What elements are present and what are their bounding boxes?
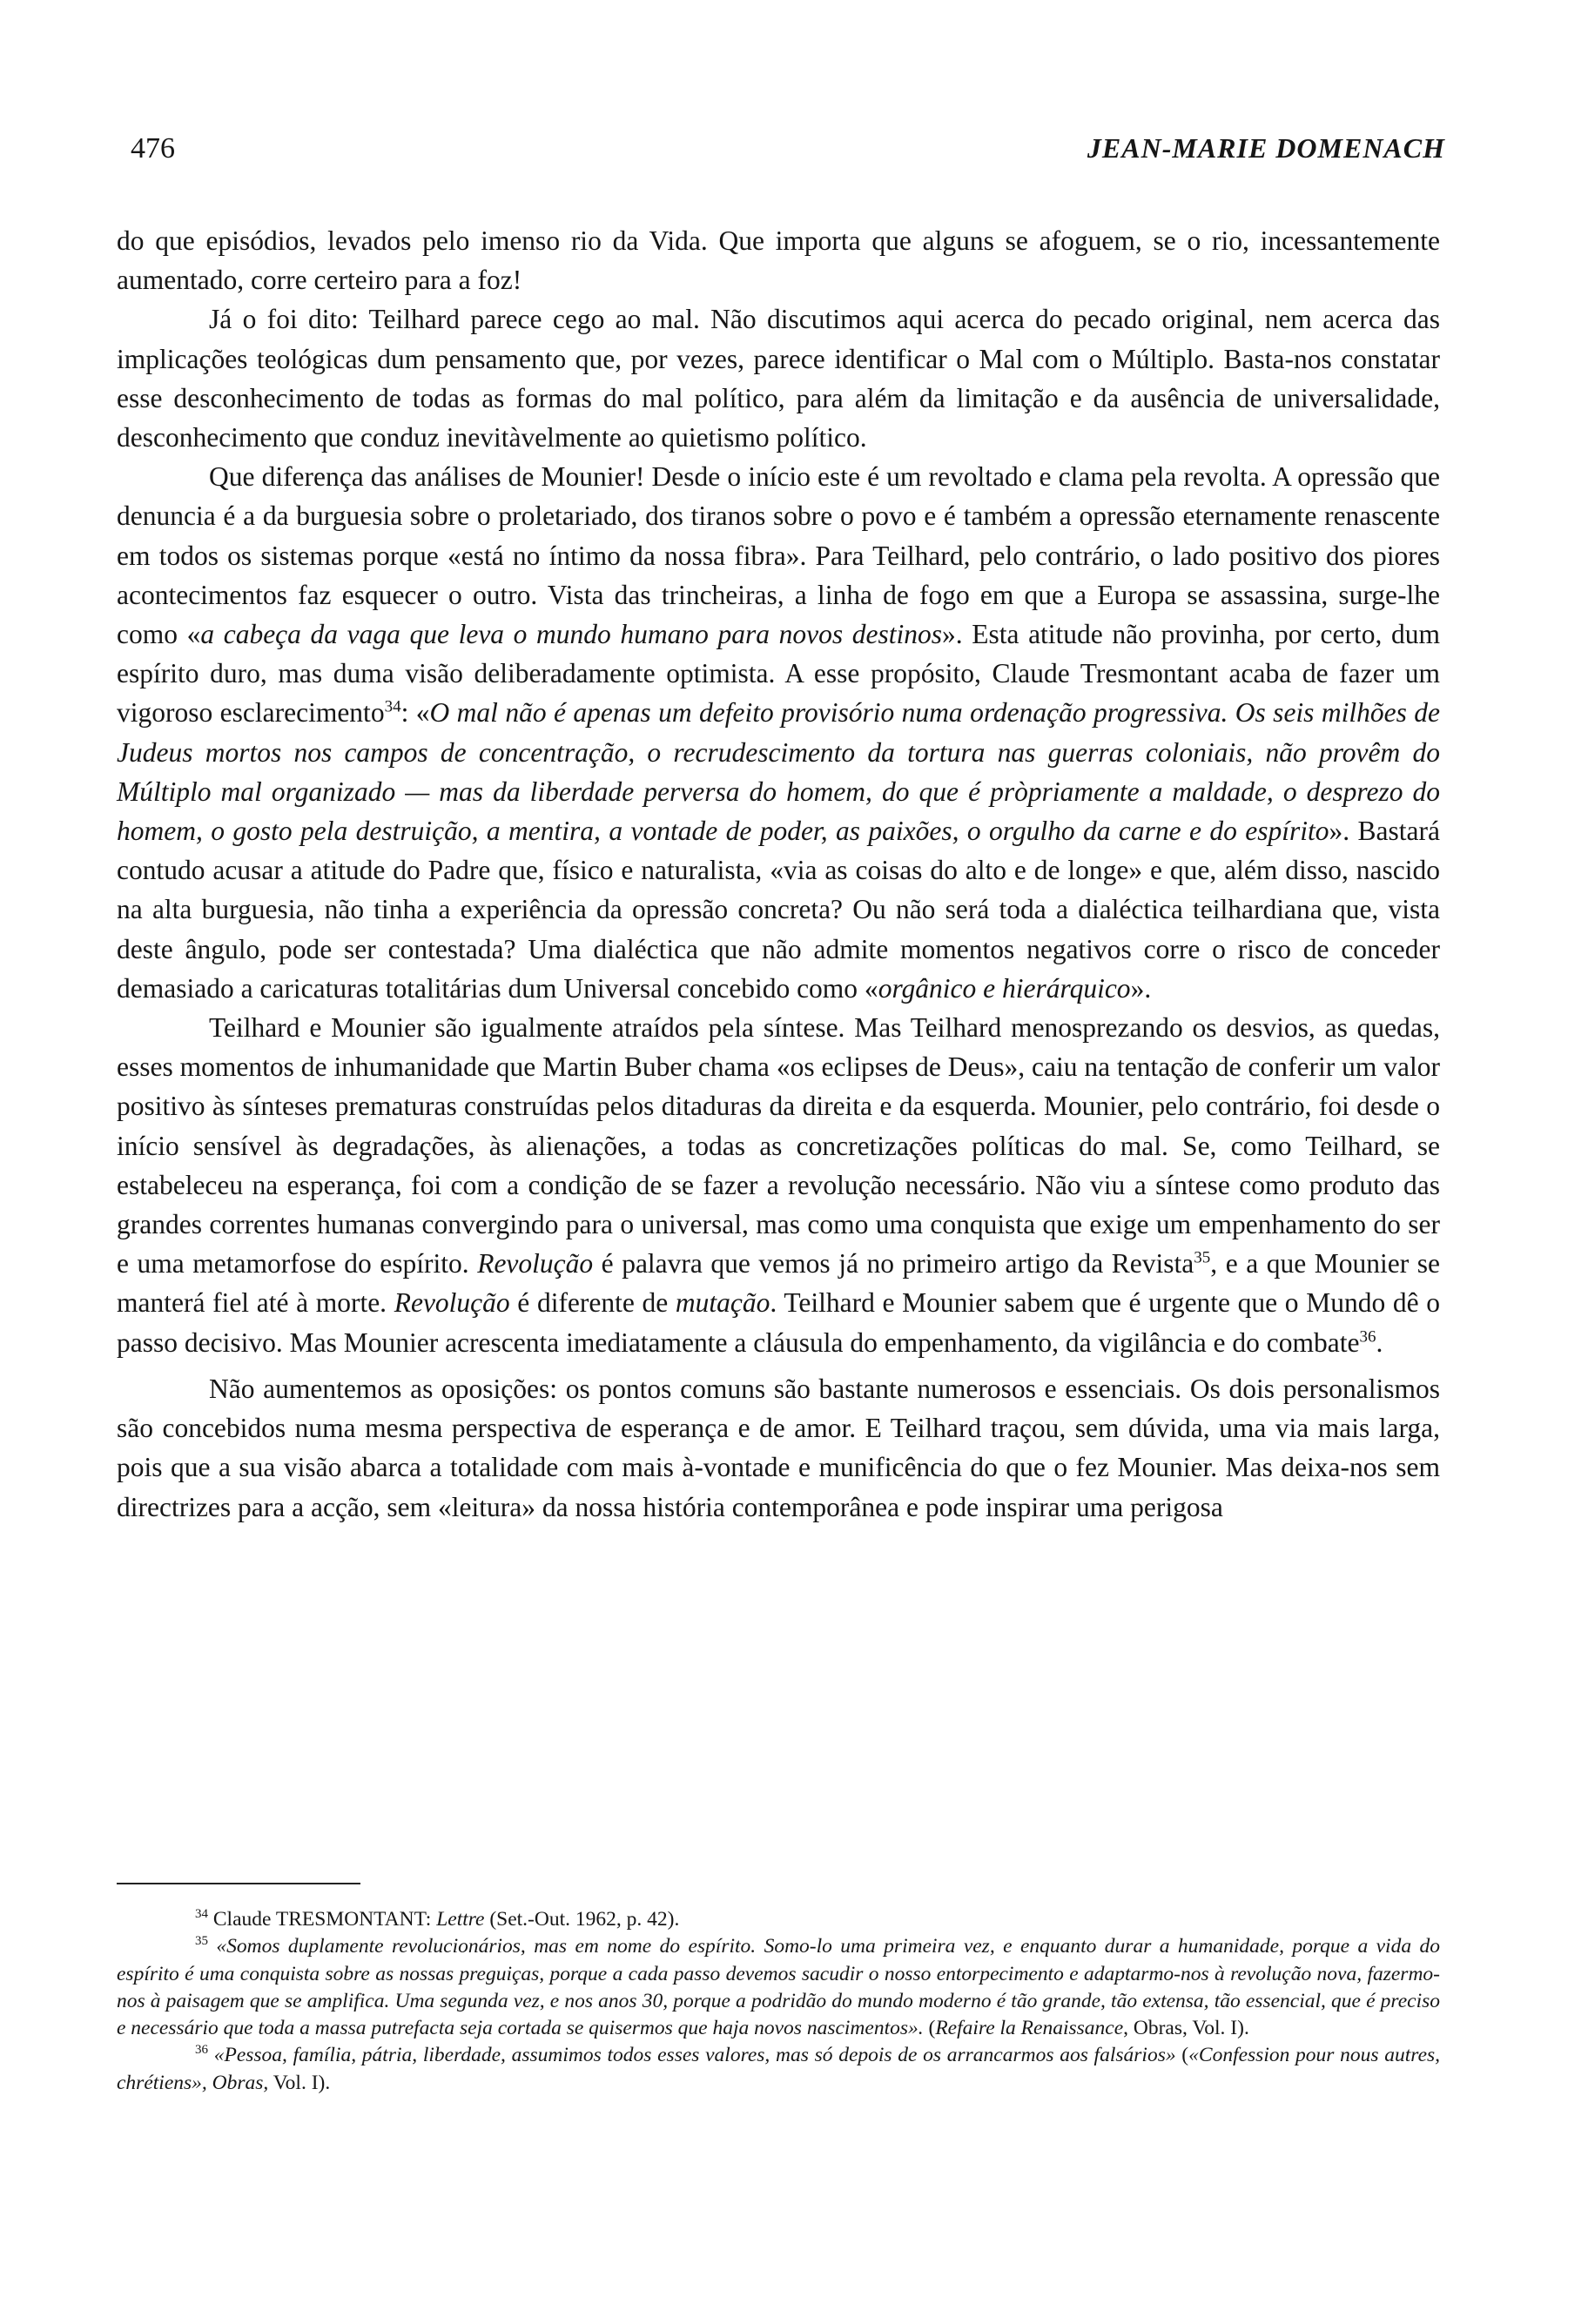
italic-run: «Confession pour nous autres, chrétiens», Obras, — [117, 2044, 1441, 2094]
text-run: , Obras, Vol. I). — [1123, 2017, 1249, 2040]
paragraph-5: Não aumentemos as oposições: os pontos comuns são bastante numerosos e essenciais. Os dois personalismos são concebidos numa mesma perspectiva de esperança e de amor. E Teilhard traçou, sem dúvida, uma via mais larga, pois que a sua visão abarca a totalidade com mais à-vontade e munificência do que o fez Mounier. Mas deixa-nos sem directrizes para a acção, sem «leitura» da nossa história contemporânea e pode inspirar uma perigosa — [117, 1373, 1440, 1522]
text-run: ». Esta atitude não provinha, por certo, dum espírito duro, mas duma visão deliberadamente optimista. A esse propósito, Claude Tresmontant acaba de fazer um vigoroso esclarecimento — [117, 619, 1441, 729]
footnote-number: 36 — [195, 2043, 208, 2058]
footnote-ref-34[interactable]: 34 — [384, 697, 401, 716]
page-number: 476 — [131, 132, 175, 165]
footnote-ref-35[interactable]: 35 — [1194, 1248, 1211, 1267]
text-run: , e a que Mounier se manterá fiel até à morte. — [117, 1248, 1441, 1319]
footnotes — [117, 1906, 1440, 2097]
text-run: ». — [1130, 972, 1152, 1004]
footnote-ref-36[interactable]: 36 — [1359, 1327, 1376, 1347]
text-run: ( — [1175, 2044, 1189, 2067]
paragraph-4 — [117, 1008, 1440, 1362]
text-run: . — [1376, 1327, 1383, 1358]
text-run: Vol. I). — [268, 2071, 331, 2094]
text-run: é diferente de — [509, 1287, 676, 1319]
paragraph-3 — [117, 457, 1440, 1008]
footnote-number: 35 — [195, 1934, 208, 1949]
text-run: Que diferença das análises de Mounier! Desde o início este é um revoltado e clama pela revolta. A opressão que denuncia é a da burguesia sobre o proletariado, dos tiranos sobre o povo e é também a opressão eternamente renascente em todos os sistemas porque «está no íntimo da nossa fibra». Para Teilhard, pelo contrário, o lado positivo dos piores acontecimentos faz esquecer o outro. Vista das trincheiras, a linha de fogo em que a Europa se assassina, surge-lhe como « — [117, 461, 1440, 650]
text-run: ». Bastará contudo acusar a atitude do Padre que, físico e naturalista, «via as coisas do alto e de longe» e que, além disso, nascido na alta burguesia, não tinha a experiência da opressão concreta? Ou não será toda a dialéctica teilhardiana que, vista deste ângulo, pode ser contestada? Uma dialéctica que não admite momentos negativos corre o risco de conceder demasiado a caricaturas totalitárias dum Universal concebido como « — [117, 816, 1440, 1004]
running-head: JEAN-MARIE DOMENACH — [1087, 132, 1445, 164]
text-run: Claude TRESMONTANT: — [212, 1908, 437, 1931]
italic-run: Lettre — [436, 1908, 485, 1931]
footnote-36 — [117, 2042, 1440, 2097]
text-run: (Set.-Out. 1962, p. 42). — [484, 1908, 680, 1931]
italic-run: Revolução — [477, 1248, 594, 1280]
text-run: Teilhard e Mounier são igualmente atraídos pela síntese. Mas Teilhard menosprezando os desvios, as quedas, esses momentos de inhumanidade que Martin Buber chama «os eclipses de Deus», caiu na tentação de conferir um valor positivo às sínteses prematuras construídas pelos ditaduras da direita e da esquerda. Mounier, pelo contrário, foi desde o início sensível às degradações, às alienações, a todas as concretizações políticas do mal. Se, como Teilhard, se estabeleceu na esperança, foi com a condição de se fazer a revolução necessário. Não viu a síntese como produto das grandes correntes humanas convergindo para o universal, mas como uma conquista que exige um empenhamento do ser e uma metamorfose do espírito. — [117, 1012, 1440, 1280]
paragraph-1: do que episódios, levados pelo imenso rio da Vida. Que importa que alguns se afoguem, se o rio, incessantemente aumentado, corre certeiro para a foz! — [117, 225, 1440, 296]
paragraph-2: Já o foi dito: Teilhard parece cego ao mal. Não discutimos aqui acerca do pecado original, nem acerca das implicações teológicas dum pensamento que, por vezes, parece identificar o Mal com o Múltiplo. Basta-nos constatar esse desconhecimento de todas as formas do mal político, para além da limitação e da ausência de universalidade, desconhecimento que conduz inevitàvelmente ao quietismo político. — [117, 304, 1440, 453]
italic-run: orgânico e hierárquico — [878, 972, 1131, 1004]
italic-run: a cabeça da vaga que leva o mundo humano para novos destinos — [200, 619, 942, 650]
italic-run: «Pessoa, família, pátria, liberdade, assumimos todos esses valores, mas só depois de os arrancarmos aos falsários» — [213, 2044, 1176, 2067]
italic-run: Refaire la Renaissance — [935, 2017, 1124, 2040]
italic-run: Revolução — [394, 1287, 510, 1319]
footnote-35 — [117, 1933, 1440, 2042]
text-run: é palavra que vemos já no primeiro artigo da Revista — [593, 1248, 1194, 1280]
footnote-34 — [117, 1906, 1440, 1933]
italic-run: «Somos duplamente revolucionários, mas em nome do espírito. Somo-lo uma primeira vez, e enquanto durar a humanidade, porque a vida do espírito é uma conquista sobre as nossas preguiças, porque a cada passo devemos sacudir o nosso entorpecimento e adaptarmo-nos à revolução nova, fazermo-nos à paisagem que se amplifica. Uma segunda vez, e nos anos 30, porque a podridão do mundo moderno é tão grande, tão extensa, tão essencial, que é preciso e necessário que toda a massa putrefacta seja cortada se quisermos que haja novos nascimentos». — [117, 1935, 1440, 2040]
text-run: . Teilhard e Mounier sabem que é urgente que o Mundo dê o passo decisivo. Mas Mounier acrescenta imediatamente a cláusula do empenhamento, da vigilância e do combate — [117, 1287, 1441, 1358]
page-header — [131, 132, 1445, 178]
footnote-number: 34 — [195, 1907, 208, 1922]
italic-quote: O mal não é apenas um defeito provisório numa ordenação progressiva. Os seis milhões de Judeus mortos nos campos de concentração, o recrudescimento da tortura nas guerras coloniais, não provêm do Múltiplo mal organizado — mas da liberdade perversa do homem, do que é pròpriamente a maldade, o desprezo do homem, o gosto pela destruição, a mentira, a vontade de poder, as paixões, o orgulho da carne e do espírito — [117, 697, 1440, 847]
text-run: ( — [923, 2017, 936, 2040]
footnote-divider — [117, 1883, 360, 1884]
body-text — [117, 221, 1440, 1527]
italic-run: mutação — [675, 1287, 770, 1319]
text-run: : « — [400, 697, 430, 729]
